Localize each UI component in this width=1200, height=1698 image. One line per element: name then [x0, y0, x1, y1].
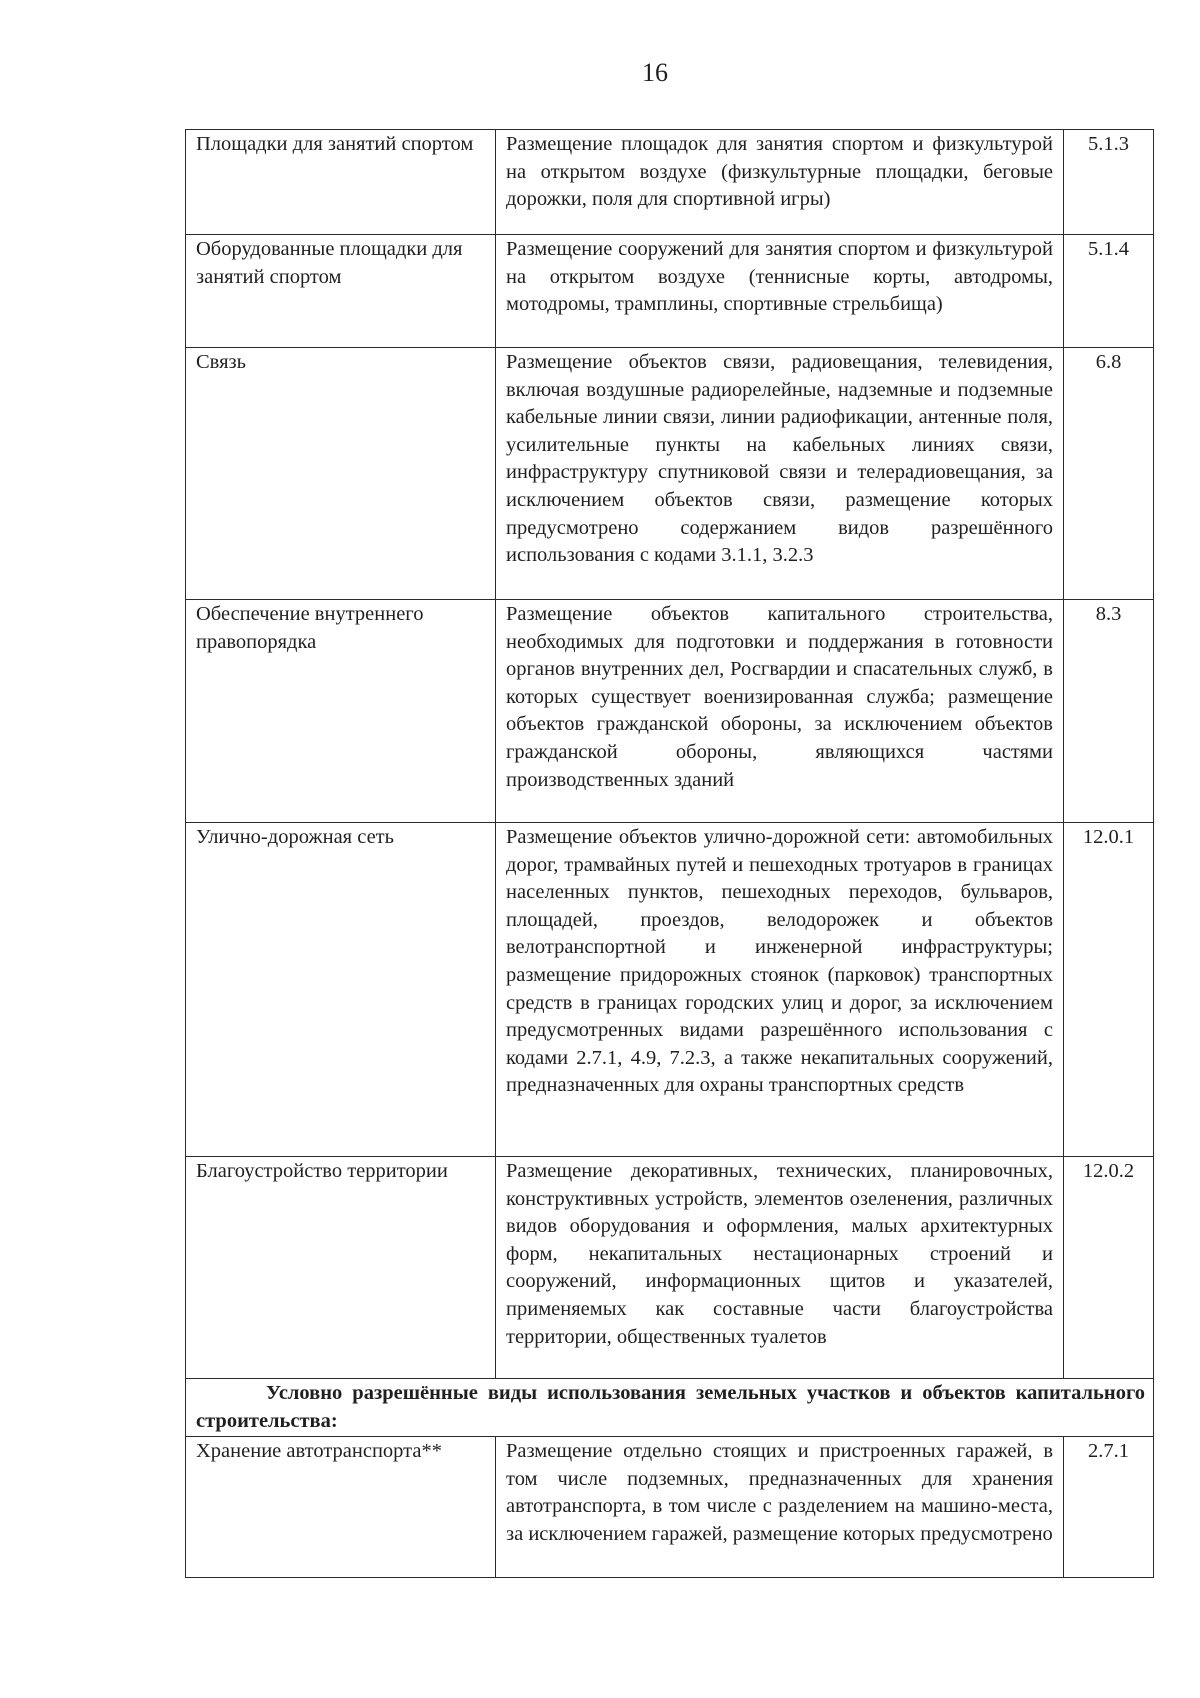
use-type-code: 12.0.2	[1064, 1157, 1154, 1379]
use-type-description: Размещение объектов капитального строительства, необходимых для подготовки и поддержания в готовности органов внутренних дел, Росгвардии и спасательных служб, в которых существует военизированная служба; размещение объектов гражданской обороны, за исключением объектов гражданской обороны, являющихся частями производственных зданий	[496, 600, 1064, 823]
use-type-name: Улично-дорожная сеть	[186, 823, 496, 1157]
table-row	[186, 600, 1154, 823]
use-type-description: Размещение сооружений для занятия спортом и физкультурой на открытом воздухе (теннисные корты, автодромы, мотодромы, трамплины, спортивные стрельбища)	[496, 235, 1064, 348]
use-type-name: Благоустройство территории	[186, 1157, 496, 1379]
use-type-name: Оборудованные площадки для занятий спортом	[186, 235, 496, 348]
table-row	[186, 823, 1154, 1157]
use-type-code: 12.0.1	[1064, 823, 1154, 1157]
use-type-code: 6.8	[1064, 348, 1154, 600]
use-type-code: 5.1.3	[1064, 130, 1154, 235]
use-type-name: Площадки для занятий спортом	[186, 130, 496, 235]
use-type-name: Обеспечение внутреннего правопорядка	[186, 600, 496, 823]
table-row	[186, 235, 1154, 348]
use-type-description: Размещение площадок для занятия спортом и физкультурой на открытом воздухе (физкультурные площадки, беговые дорожки, поля для спортивной игры)	[496, 130, 1064, 235]
use-type-name: Хранение автотранспорта**	[186, 1437, 496, 1578]
table-row	[186, 130, 1154, 235]
use-type-code: 5.1.4	[1064, 235, 1154, 348]
land-use-table	[185, 129, 1154, 1578]
use-type-name: Связь	[186, 348, 496, 600]
use-type-description: Размещение декоративных, технических, планировочных, конструктивных устройств, элементов озеленения, различных видов оборудования и оформления, малых архитектурных форм, некапитальных нестационарных строений и сооружений, информационных щитов и указателей, применяемых как составные части благоустройства территории, общественных туалетов	[496, 1157, 1064, 1379]
use-type-description: Размещение объектов связи, радиовещания, телевидения, включая воздушные радиорелейные, надземные и подземные кабельные линии связи, линии радиофикации, антенные поля, усилительные пункты на кабельных линиях связи, инфраструктуру спутниковой связи и телерадиовещания, за исключением объектов связи, размещение которых предусмотрено содержанием видов разрешённого использования с кодами 3.1.1, 3.2.3	[496, 348, 1064, 600]
use-type-code: 2.7.1	[1064, 1437, 1154, 1578]
section-header: Условно разрешённые виды использования земельных участков и объектов капитального строительства:	[186, 1379, 1154, 1437]
use-type-description: Размещение объектов улично-дорожной сети: автомобильных дорог, трамвайных путей и пешеходных тротуаров в границах населенных пунктов, пешеходных переходов, бульваров, площадей, проездов, велодорожек и объектов велотранспортной и инженерной инфраструктуры; размещение придорожных стоянок (парковок) транспортных средств в границах городских улиц и дорог, за исключением предусмотренных видами разрешённого использования с кодами 2.7.1, 4.9, 7.2.3, а также некапитальных сооружений, предназначенных для охраны транспортных средств	[496, 823, 1064, 1157]
table-row	[186, 1157, 1154, 1379]
page-number: 16	[642, 58, 668, 87]
use-type-code: 8.3	[1064, 600, 1154, 823]
use-type-description: Размещение отдельно стоящих и пристроенных гаражей, в том числе подземных, предназначенных для хранения автотранспорта, в том числе с разделением на машино-места, за исключением гаражей, размещение которых предусмотрено	[496, 1437, 1064, 1578]
section-header-row	[186, 1379, 1154, 1437]
table-row	[186, 348, 1154, 600]
table-row	[186, 1437, 1154, 1578]
